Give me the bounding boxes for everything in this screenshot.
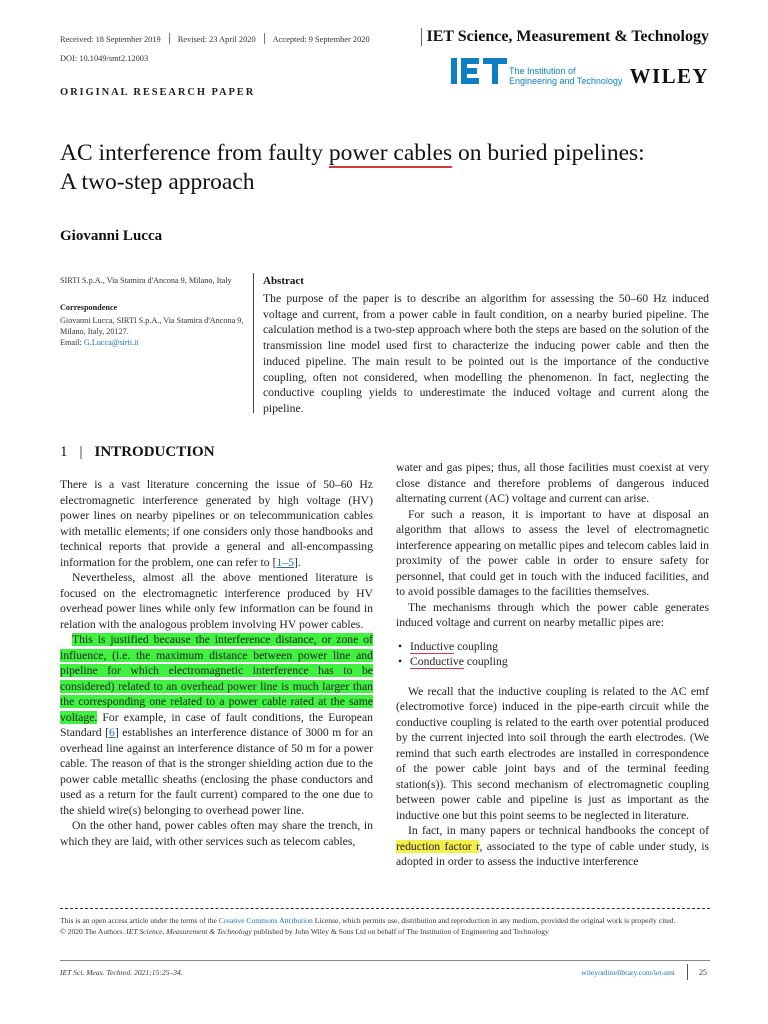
license-suffix: License, which permits use, distribution and reproduction in any medium, provided the original work is properly cited. [312, 916, 676, 925]
list-item-text: coupling [463, 655, 508, 668]
paragraph-text: , associated to the type of cable under study, is adopted in order to assess the inductive interference [396, 839, 710, 868]
citation-info: IET Sci. Meas. Technol. 2021;15:25–34. [60, 968, 183, 977]
iet-line-1: The Institution of [509, 66, 576, 76]
list-item-text: coupling [454, 639, 498, 653]
underlined-term[interactable]: Inductive [410, 639, 455, 653]
title-text: AC interference from faulty [60, 140, 329, 166]
paragraph [396, 823, 709, 870]
underlined-term[interactable]: Conductive [410, 655, 464, 668]
abstract-heading: Abstract [263, 275, 304, 287]
license-link[interactable]: Creative Commons Attribution [218, 916, 313, 925]
paragraph: For such a reason, it is important to have at disposal an algorithm that allows to assess the level of electromagnetic interference appearing on metallic pipes and telecom cables laid in proximity of the power cable in order to ensure safety for personnel, that could get in touch with the induced facilities, and to avoid possible damages to the facilities themselves. [396, 507, 709, 598]
received-date: Received: 18 September 2019 [60, 35, 161, 44]
body-column-left [60, 477, 373, 849]
body-column-right [396, 460, 709, 870]
affiliation: SIRTI S.p.A., Via Stamira d'Ancona 9, Milano, Italy [60, 276, 232, 285]
paragraph: water and gas pipes; thus, all those facilities must coexist at very close distance and therefore problems of dangerous induced alternating current (AC) voltage and current can arise. [396, 461, 709, 505]
coupling-list [396, 639, 709, 670]
copyright-suffix: published by John Wiley & Sons Ltd on behalf of The Institution of Engineering and Technology [251, 927, 549, 936]
correspondence-heading: Correspondence [60, 303, 118, 312]
highlighted-text[interactable]: reduction factor r [396, 839, 480, 853]
abstract-text: The purpose of the paper is to describe an algorithm for assessing the 50–60 Hz induced voltage and current, from a power cable in fault condition, on a nearby buried pipeline. The calculation method is a two-step approach where both the steps are based on the solution of the transmission line model used first to characterize the inducing power cable and then the induced pipeline. The main result to be pointed out is the importance of the conductive coupling, often not considered, when modelling the phenomenon. In fact, neglecting the conductive coupling yields to underestimate the induced voltage and current along the pipeline. [263, 292, 709, 415]
license-text [60, 915, 710, 926]
email-label: Email: [60, 338, 82, 347]
iet-logo-icon[interactable] [451, 57, 507, 85]
header-divider [421, 28, 422, 46]
article-dates [60, 33, 370, 44]
title-line-2: A two-step approach [60, 169, 255, 195]
license-prefix: This is an open access article under the terms of the [60, 916, 219, 925]
journal-name[interactable]: IET Science, Measurement & Technology [426, 28, 709, 45]
section-title: INTRODUCTION [94, 444, 215, 460]
accepted-date: Accepted: 9 September 2020 [272, 35, 370, 44]
paragraph-text: For example, in case of fault conditions, the European Standard [ [60, 710, 373, 739]
paper-title [60, 139, 720, 197]
title-line-1 [60, 139, 720, 168]
paragraph [60, 477, 373, 570]
doi: DOI: 10.1049/smt2.12003 [60, 54, 149, 63]
journal-url-link[interactable]: wileyonlinelibrary.com/iet-smt [581, 968, 675, 977]
revised-date: Revised: 23 April 2020 [177, 35, 256, 44]
paragraph [60, 632, 373, 818]
iet-line-2: Engineering and Technology [509, 76, 623, 86]
citation-link[interactable]: 6 [108, 726, 115, 739]
bottom-divider [60, 960, 710, 961]
footer-divider [60, 908, 710, 909]
section-number: 1 [60, 444, 68, 460]
paragraph-text: In fact, in many papers or technical handbooks the concept of [408, 824, 709, 837]
iet-institution-name [509, 66, 622, 86]
correspondence-text [60, 315, 245, 348]
list-item [396, 639, 709, 655]
highlighted-text[interactable]: This is justified because the interference distance, or zone of influence, (i.e. the maximum distance between power line and pipeline for which electromagnetic interference has to be considered) related to an overhead power line is much larger than the corresponding one related to a power cable rated at the same voltage. [60, 633, 373, 724]
copyright-text [60, 926, 710, 937]
author-name[interactable]: Giovanni Lucca [60, 228, 163, 244]
email-link[interactable]: G.Lucca@sirti.it [83, 338, 139, 347]
title-text-end: on buried pipelines: [452, 140, 645, 166]
license-footnote [60, 915, 710, 937]
correspondence-address: Giovanni Lucca, SIRTI S.p.A., Via Stamira d'Ancona 9, Milano, Italy, 20127. [60, 316, 244, 336]
title-underlined-term: power cables [328, 140, 453, 166]
paragraph-text: There is a vast literature concerning the issue of 50–60 Hz electromagnetic interference generated by high voltage (HV) power lines on nearby pipelines or on telecommunication cables with metallic elements; if one considers only those handbooks and technical reports that provide a general and all-encompassing information for the problem, one can refer to [ [60, 478, 373, 569]
paragraph: We recall that the inductive coupling is related to the AC emf (electromotive force) induced in the pipe-earth circuit while the conductive coupling is related to the earth over potential produced by the current injected into soil through the earth electrodes. (We remind that such earth electrodes are installed in correspondence of the power cable joint bays and of the terminal feeding station(s)). This second mechanism of electromagnetic coupling between power cable and pipeline is just as important as the inductive one but this point seems to be neglected in literature. [396, 684, 709, 822]
page-number: 25 [699, 968, 707, 977]
paragraph-text: ] establishes an interference distance of 3000 m for an overhead line against an interference distance of 50 m for a power cable. The reason of that is the stronger shielding action due to the power cable metallic sheaths (enclosing the phase conductors and used as a return for the fault current) compared to the one due to the shield wire(s) belonging to overhead power line. [60, 726, 374, 817]
paragraph: The mechanisms through which the power cable generates induced voltage and current on nearby metallic pipes are: [396, 600, 709, 629]
wiley-logo[interactable]: WILEY [629, 64, 709, 88]
article-type-label: ORIGINAL RESEARCH PAPER [60, 87, 256, 98]
list-item [396, 654, 709, 670]
paragraph: On the other hand, power cables often may share the trench, in which they are laid, with other services such as telecom cables, [60, 819, 373, 848]
section-separator: | [79, 444, 83, 460]
paragraph-text: ]. [294, 555, 301, 569]
copyright-journal: IET Science, Measurement & Technology [126, 927, 252, 936]
abstract-divider [253, 273, 254, 413]
copyright-prefix: © 2020 The Authors. [60, 927, 127, 936]
page-number-divider [687, 964, 688, 980]
section-heading [60, 444, 215, 461]
citation-link[interactable]: 1–5 [276, 555, 294, 569]
paragraph: Nevertheless, almost all the above mentioned literature is focused on the electromagnetic interference produced by HV overhead power lines while only few information can be found in relation with the analogous problem involving HV power cables. [60, 571, 373, 631]
